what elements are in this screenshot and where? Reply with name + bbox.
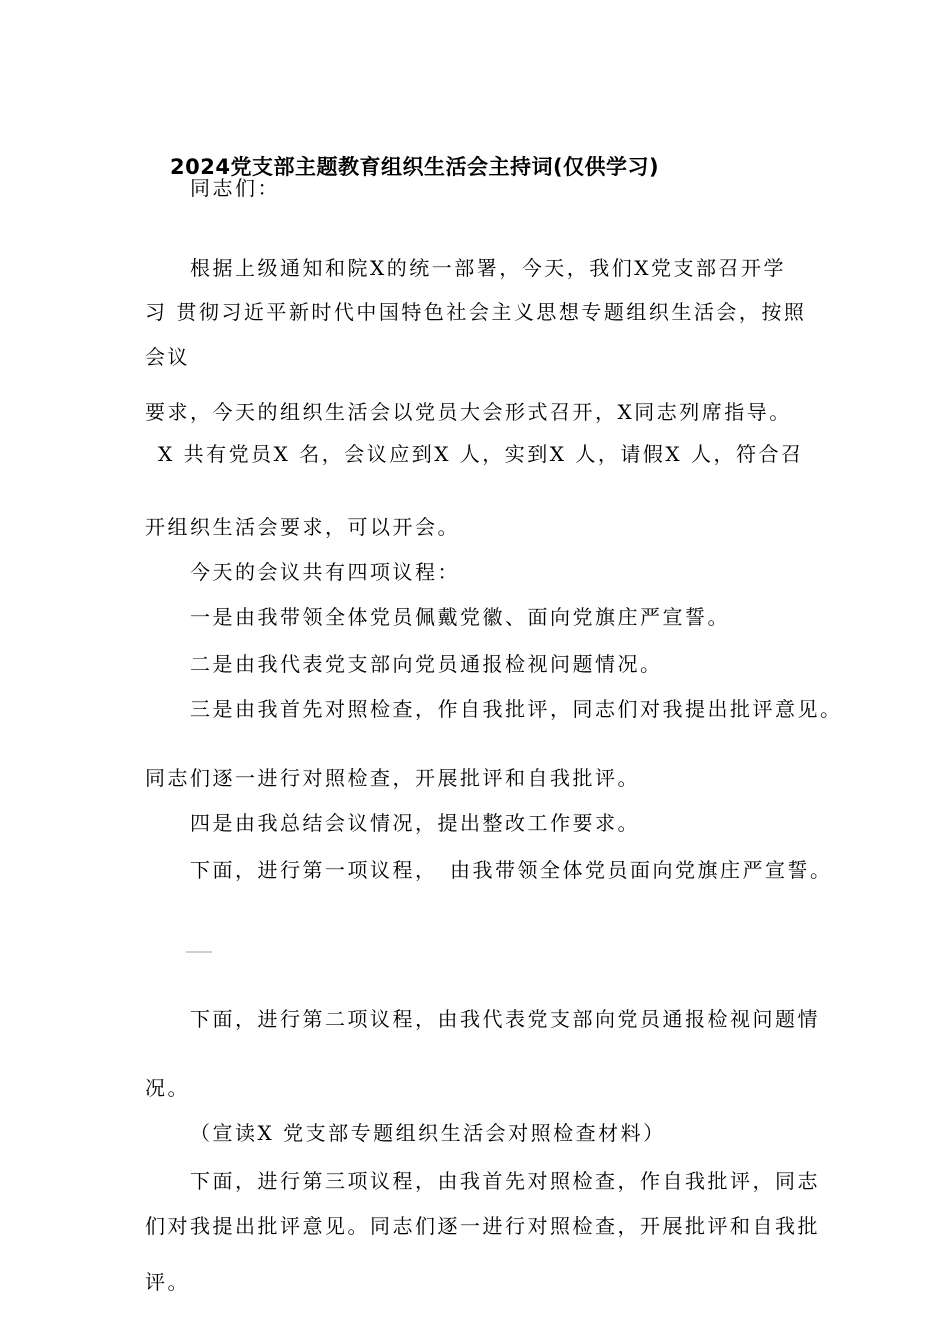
paragraph-line: 评。 — [145, 1270, 190, 1294]
reading-note-line: （宣读X 党支部专题组织生活会对照检查材料） — [190, 1121, 666, 1145]
greeting-line: 同志们： — [190, 176, 280, 200]
paragraph-line: 下面，进行第二项议程，由我代表党支部向党员通报检视问题情 — [190, 1007, 820, 1031]
paragraph-line: 下面，进行第三项议程，由我首先对照检查，作自我批评，同志 — [190, 1169, 820, 1193]
agenda-item-line: 一是由我带领全体党员佩戴党徽、面向党旗庄严宣誓。 — [190, 605, 730, 629]
document-title: 2024党支部主题教育组织生活会主持词(仅供学习) — [170, 155, 660, 179]
paragraph-line: 况。 — [145, 1076, 190, 1100]
paragraph-line: 习 贯彻习近平新时代中国特色社会主义思想专题组织生活会，按照 — [145, 300, 807, 324]
agenda-intro-line: 今天的会议共有四项议程： — [190, 560, 460, 584]
paragraph-line: 们对我提出批评意见。同志们逐一进行对照检查，开展批评和自我批 — [145, 1214, 820, 1238]
paragraph-line: X 共有党员X 名，会议应到X 人，实到X 人，请假X 人，符合召 — [158, 442, 804, 466]
paragraph-line: 开组织生活会要求，可以开会。 — [145, 515, 460, 539]
paragraph-line: 下面，进行第一项议程， 由我带领全体党员面向党旗庄严宣誓。 — [190, 858, 833, 882]
agenda-item-line: 二是由我代表党支部向党员通报检视问题情况。 — [190, 652, 663, 676]
paragraph-line: 会议 — [145, 345, 190, 369]
agenda-item-line: 四是由我总结会议情况，提出整改工作要求。 — [190, 811, 640, 835]
faint-mark — [186, 951, 212, 953]
paragraph-line: 根据上级通知和院X的统一部署，今天，我们X党支部召开学 — [190, 256, 786, 280]
agenda-item-line: 同志们逐一进行对照检查，开展批评和自我批评。 — [145, 766, 640, 790]
paragraph-line: 要求，今天的组织生活会以党员大会形式召开，X同志列席指导。 — [145, 400, 792, 424]
agenda-item-line: 三是由我首先对照检查，作自我批评，同志们对我提出批评意见。 — [190, 697, 843, 721]
